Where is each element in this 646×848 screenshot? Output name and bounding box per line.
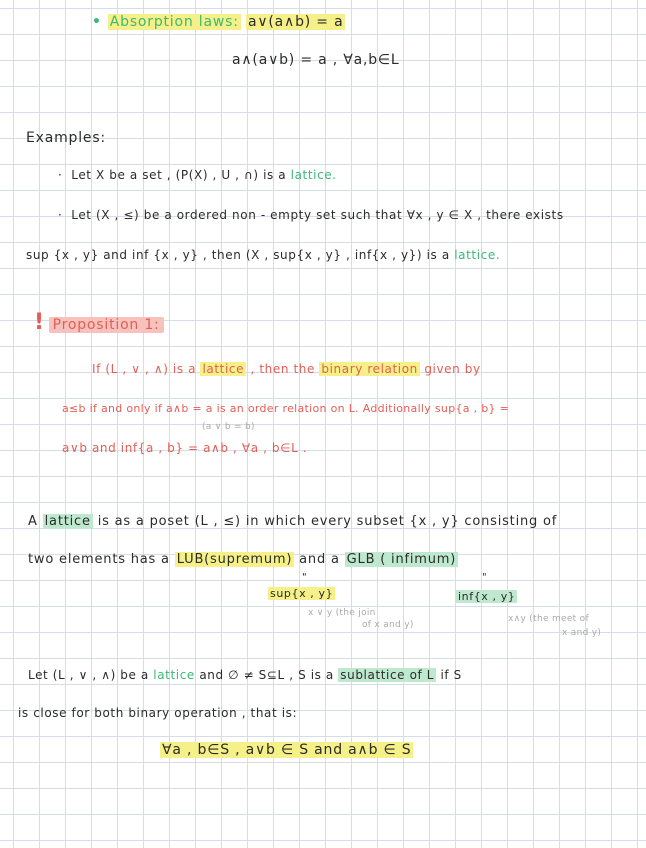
absorption-law-1-text: a∨(a∧b) = a (247, 14, 344, 30)
definition-sup-text: sup{x , y} (270, 587, 334, 600)
definition-line-1-b: is as a poset (L , ≤) in which every subset {x , y} consisting of (97, 514, 558, 529)
exclamation-icon: ! (34, 310, 45, 335)
absorption-law-1 (92, 14, 345, 30)
examples-heading: Examples: (26, 130, 106, 146)
sublattice-term: sublattice of L (340, 668, 435, 682)
proposition-binary-relation: binary relation (321, 362, 418, 376)
example-2-text-1: Let (X , ≤) be a ordered non - empty set such that ∀x , y ∈ X , there exists (71, 208, 564, 222)
definition-quote-1: " (302, 572, 308, 583)
example-2-text-2: sup {x , y} and inf {x , y} , then (X , sup{x , y} , inf{x , y}) is a (26, 248, 450, 262)
sublattice-lattice: lattice (153, 668, 195, 682)
proposition-note: (a ∨ b = b) (202, 422, 255, 432)
example-2-lattice: lattice. (454, 248, 501, 262)
definition-inf-text: inf{x , y} (458, 590, 516, 603)
sublattice-line-1-c: if S (440, 668, 462, 682)
definition-inf (456, 590, 517, 603)
absorption-law-2-text: a∧(a∨b) = a , ∀a,b∈L (232, 52, 400, 68)
proposition-lattice: lattice (202, 362, 245, 376)
definition-line-2-a: two elements has a (28, 552, 170, 567)
absorption-law-2 (232, 52, 400, 68)
sublattice-line-2: is close for both binary operation , that is: (18, 706, 298, 720)
sublattice-line-1-b: and ∅ ≠ S⊆L , S is a (199, 668, 334, 682)
sublattice-line-3 (160, 742, 413, 758)
proposition-line-1-c: given by (424, 362, 481, 376)
sublattice-condition: ∀a , b∈S , a∨b ∈ S and a∧b ∈ S (162, 742, 412, 758)
definition-line-2 (28, 552, 458, 567)
definition-lub: LUB(supremum) (176, 552, 293, 567)
definition-lattice: lattice (44, 514, 91, 529)
proposition-line-1-b: , then the (250, 362, 315, 376)
example-1-text: Let X be a set , (P(X) , U , ∩) is a (71, 168, 287, 182)
proposition-line-3: a∨b and inf{a , b} = a∧b , ∀a , b∈L . (62, 441, 308, 455)
definition-line-2-b: and a (299, 552, 340, 567)
absorption-title: Absorption laws: (109, 14, 239, 30)
sublattice-line-1 (28, 668, 462, 682)
meet-note-1: x∧y (the meet of (508, 614, 589, 624)
proposition-title-row (34, 310, 164, 335)
proposition-line-1-a: If (L , ∨ , ∧) is a (92, 362, 197, 376)
definition-quote-2: " (482, 572, 488, 583)
definition-line-1-a: A (28, 514, 38, 529)
proposition-line-1 (92, 362, 481, 376)
definition-sup (268, 587, 335, 600)
join-note-1: x ∨ y (the join (308, 608, 376, 618)
proposition-title: Proposition 1: (49, 317, 164, 333)
bullet-icon: · (58, 168, 72, 182)
example-1-lattice: lattice. (290, 168, 337, 182)
definition-line-1 (28, 514, 557, 529)
meet-note-2: x and y) (562, 628, 602, 638)
definition-glb: GLB ( infimum) (346, 552, 457, 567)
example-1 (58, 168, 337, 182)
bullet-icon: · (58, 208, 72, 222)
join-note-2: of x and y) (362, 620, 414, 630)
example-2-line-1 (58, 208, 564, 222)
proposition-line-2: a≤b if and only if a∧b = a is an order relation on L. Additionally sup{a , b} = (62, 402, 510, 415)
sublattice-line-1-a: Let (L , ∨ , ∧) be a (28, 668, 149, 682)
bullet-icon: • (92, 14, 102, 30)
example-2-line-2 (26, 248, 500, 262)
